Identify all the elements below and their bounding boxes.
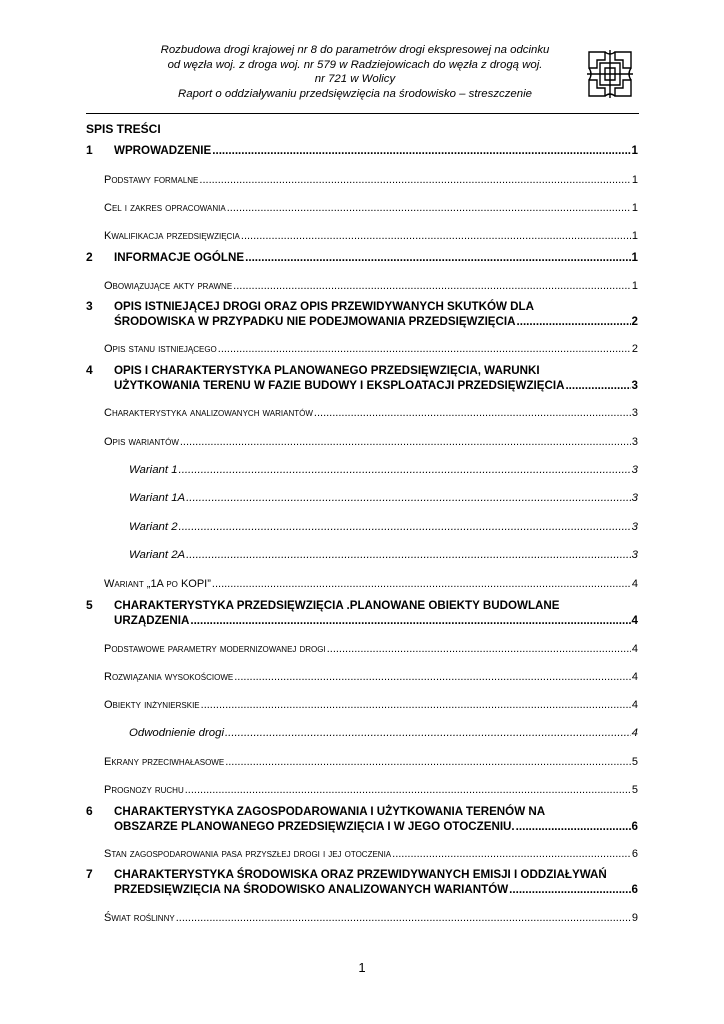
toc-entry-title: URZĄDZENIA xyxy=(114,614,190,627)
toc-entry-page: 3 xyxy=(631,492,638,504)
toc-entry-number: 3 xyxy=(86,299,93,313)
header-line: od węzła woj. z droga woj. nr 579 w Radziejowicach do węzła z drogą woj. xyxy=(167,58,543,71)
toc-entry-title: Ekrany przeciwhałasowe xyxy=(104,756,225,768)
toc-entry-page: 2 xyxy=(631,343,638,355)
toc-entry-page: 3 xyxy=(631,379,638,392)
toc-entry-title: INFORMACJE OGÓLNE xyxy=(114,251,245,264)
toc-entry-title-line1: CHARAKTERYSTYKA PRZEDSIĘWZIĘCIA .PLANOWANE OBIEKTY BUDOWLANE xyxy=(114,599,560,612)
toc-entry-number: 5 xyxy=(86,598,93,612)
toc-entry-title: Odwodnienie drogi xyxy=(129,727,224,739)
toc-entry-title: Stan zagospodarowania pasa przyszłej drogi i jej otoczenia xyxy=(104,848,392,860)
toc-entry-title: ŚRODOWISKA W PRZYPADKU NIE PODEJMOWANIA PRZEDSIĘWZIĘCIA xyxy=(114,315,516,328)
toc-entry-page: 6 xyxy=(631,820,638,833)
toc-entry-page: 1 xyxy=(631,174,638,186)
toc-entry-page: 5 xyxy=(631,756,638,768)
toc-entry-title: OBSZARZE PLANOWANEGO PRZEDSIĘWZIĘCIA I W JEGO OTOCZENIU. xyxy=(114,820,515,833)
toc-entry-title: Wariant 2 xyxy=(129,521,178,533)
toc-entry-title-line1: CHARAKTERYSTYKA ZAGOSPODAROWANIA I UŻYTKOWANIA TERENÓW NA xyxy=(114,805,546,818)
toc-entry-title-line1: CHARAKTERYSTYKA ŚRODOWISKA ORAZ PRZEWIDYWANYCH EMISJI I ODDZIAŁYWAŃ xyxy=(114,868,607,881)
toc-entry-title: WPROWADZENIE xyxy=(114,144,212,157)
toc-entry-page: 6 xyxy=(631,883,638,896)
toc-entry-page: 1 xyxy=(631,230,638,242)
toc-entry-page: 1 xyxy=(631,144,638,157)
toc-entry-page: 1 xyxy=(631,251,638,264)
toc-entry-title: Obowiązujące akty prawne xyxy=(104,280,233,292)
toc-entry-page: 5 xyxy=(631,784,638,796)
toc-entry-page: 3 xyxy=(631,464,638,476)
toc-entry-title: Obiekty inżynierskie xyxy=(104,699,200,711)
toc-entry-title-line1: OPIS ISTNIEJĄCEJ DROGI ORAZ OPIS PRZEWIDYWANYCH SKUTKÓW DLA xyxy=(114,300,534,313)
toc-entry-page: 3 xyxy=(631,521,638,533)
toc-entry-page: 3 xyxy=(631,407,638,419)
toc-entry-title: Prognozy ruchu xyxy=(104,784,184,796)
toc-entry-page: 4 xyxy=(631,643,638,655)
toc-entry-number: 4 xyxy=(86,363,93,377)
toc-entry-title: Charakterystyka analizowanych wariantów xyxy=(104,407,313,419)
toc-entry-number: 6 xyxy=(86,804,93,818)
toc-entry-title: Podstawowe parametry modernizowanej drogi xyxy=(104,643,326,655)
toc-entry-title: Wariant 1 xyxy=(129,464,178,476)
toc-entry-title: Wariant 2A xyxy=(129,549,186,561)
page-number: 1 xyxy=(358,960,366,975)
toc-entry-title: PRZEDSIĘWZIĘCIA NA ŚRODOWISKO ANALIZOWANYCH WARIANTÓW xyxy=(114,883,509,896)
toc-entry-title: Opis wariantów xyxy=(104,436,179,448)
toc-entry-title: Cel i zakres opracowania xyxy=(104,202,226,214)
toc-entry-page: 6 xyxy=(631,848,638,860)
header-line: Rozbudowa drogi krajowej nr 8 do parametrów drogi ekspresowej na odcinku xyxy=(160,44,550,56)
toc-entry-page: 4 xyxy=(631,614,638,627)
toc-entry-page: 2 xyxy=(631,315,638,328)
toc-entry-page: 4 xyxy=(631,699,638,711)
toc-entry-title-line1: OPIS I CHARAKTERYSTYKA PLANOWANEGO PRZEDSIĘWZIĘCIA, WARUNKI xyxy=(114,364,540,377)
toc-entry-page: 4 xyxy=(631,727,638,739)
toc-entry-page: 4 xyxy=(631,671,638,683)
header-line: nr 721 w Wolicy xyxy=(314,73,396,86)
toc-title: SPIS TREŚCI xyxy=(86,122,161,136)
toc-entry-page: 3 xyxy=(631,549,638,561)
toc-entry-title: Kwalifikacja przedsięwzięcia xyxy=(104,230,240,242)
company-logo-icon xyxy=(583,46,637,102)
toc-entry-title: UŻYTKOWANIA TERENU W FAZIE BUDOWY I EKSPLOATACJI PRZEDSIĘWZIĘCIA xyxy=(114,379,565,392)
toc-entry-page: 1 xyxy=(631,202,638,214)
toc-entry-title: Podstawy formalne xyxy=(104,174,199,186)
toc-entry-page: 4 xyxy=(631,578,638,590)
report-header xyxy=(120,43,590,101)
toc-entry-page: 3 xyxy=(631,436,638,448)
toc-entry-page: 9 xyxy=(631,912,638,924)
toc-entry-number: 1 xyxy=(86,143,93,157)
header-divider xyxy=(86,113,639,114)
toc-entry-number: 2 xyxy=(86,250,93,264)
toc-entry-number: 7 xyxy=(86,867,93,881)
toc-entry-title: Wariant „1A po KOPI” xyxy=(104,578,211,590)
toc-entry-title: Rozwiązania wysokościowe xyxy=(104,671,234,683)
toc-entry-page: 1 xyxy=(631,280,638,292)
toc-entry-title: Świat roślinny xyxy=(104,912,175,924)
toc-entry-title: Wariant 1A xyxy=(129,492,186,504)
header-line: Raport o oddziaływaniu przedsięwzięcia na środowisko – streszczenie xyxy=(178,87,532,100)
toc-entry-title: Opis stanu istniejącego xyxy=(104,343,217,355)
